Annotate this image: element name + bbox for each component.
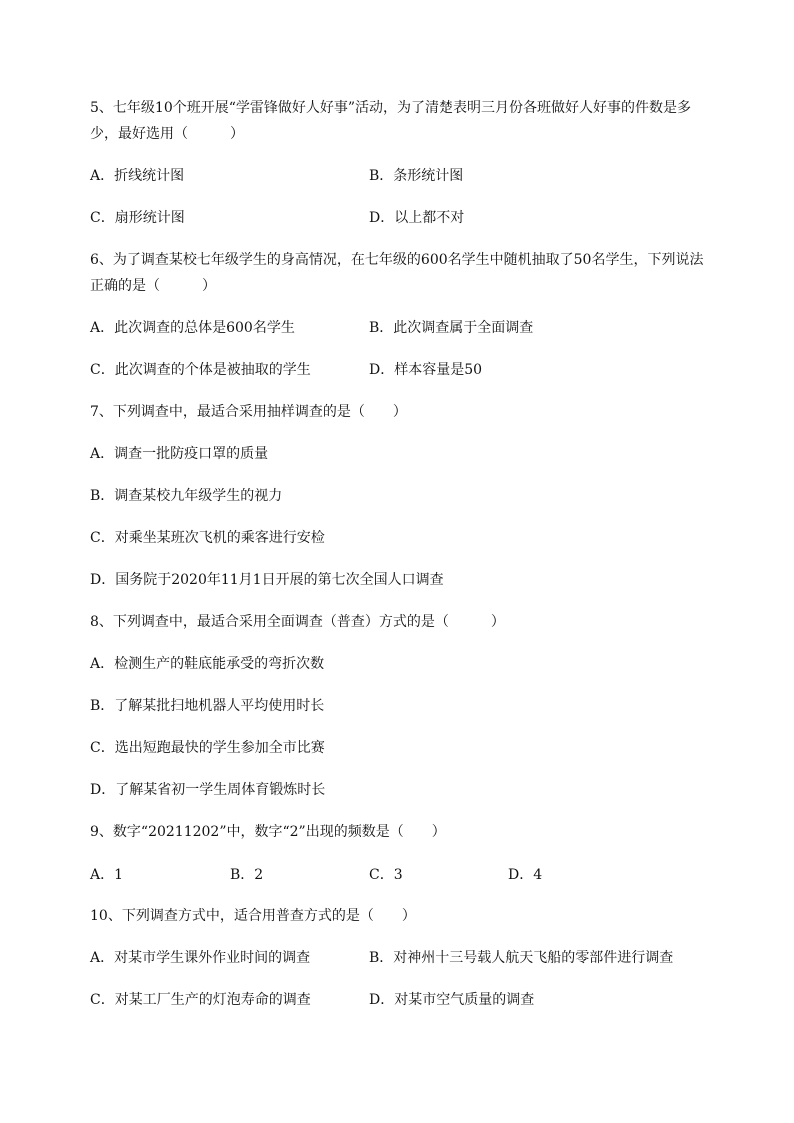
q10-option-c: C．对某工厂生产的灯泡寿命的调查 [90, 992, 311, 1008]
q6-option-c: C．此次调查的个体是被抽取的学生 [90, 362, 311, 378]
q5-option-b: B．条形统计图 [369, 168, 464, 184]
q9-option-b: B．2 [230, 867, 264, 883]
q10-option-a: A．对某市学生课外作业时间的调查 [90, 950, 311, 966]
q5-option-d: D．以上都不对 [369, 210, 465, 226]
q6-option-d: D．样本容量是50 [369, 362, 483, 378]
q8-option-d: D．了解某省初一学生周体育锻炼时长 [90, 782, 326, 798]
q6-stem-line2: 正确的是（ ） [90, 278, 216, 294]
q9-option-d: D．4 [508, 867, 543, 883]
q6-stem-line1: 6、为了调查某校七年级学生的身高情况，在七年级的600名学生中随机抽取了50名学生，下列说法 [90, 252, 704, 268]
q9-option-a: A．1 [90, 867, 124, 883]
q7-option-a: A．调查一批防疫口罩的质量 [90, 446, 269, 462]
q5-option-a: A．折线统计图 [90, 168, 185, 184]
q10-stem: 10、下列调查方式中，适合用普查方式的是（ ） [90, 908, 416, 924]
q10-option-b: B．对神州十三号载人航天飞船的零部件进行调查 [369, 950, 674, 966]
q7-stem: 7、下列调查中，最适合采用抽样调查的是（ ） [90, 404, 407, 420]
q7-option-b: B．调查某校九年级学生的视力 [90, 488, 283, 504]
q5-stem-line1: 5、七年级10个班开展“学雷锋做好人好事”活动，为了清楚表明三月份各班做好人好事的件数是多 [90, 100, 692, 116]
q10-option-d: D．对某市空气质量的调查 [369, 992, 535, 1008]
q8-stem: 8、下列调查中，最适合采用全面调查（普查）方式的是（ ） [90, 614, 505, 630]
q9-stem: 9、数字“20211202”中，数字“2”出现的频数是（ ） [90, 824, 446, 840]
q7-option-d: D．国务院于2020年11月1日开展的第七次全国人口调查 [90, 572, 444, 588]
q7-option-c: C．对乘坐某班次飞机的乘客进行安检 [90, 530, 325, 546]
q5-option-c: C．扇形统计图 [90, 210, 185, 226]
q8-option-b: B．了解某批扫地机器人平均使用时长 [90, 698, 325, 714]
q8-option-a: A．检测生产的鞋底能承受的弯折次数 [90, 656, 325, 672]
q8-option-c: C．选出短跑最快的学生参加全市比赛 [90, 740, 325, 756]
q6-option-a: A．此次调查的总体是600名学生 [90, 320, 295, 336]
q6-option-b: B．此次调查属于全面调查 [369, 320, 534, 336]
q9-option-c: C．3 [369, 867, 403, 883]
q5-stem-line2: 少，最好选用（ ） [90, 126, 244, 142]
